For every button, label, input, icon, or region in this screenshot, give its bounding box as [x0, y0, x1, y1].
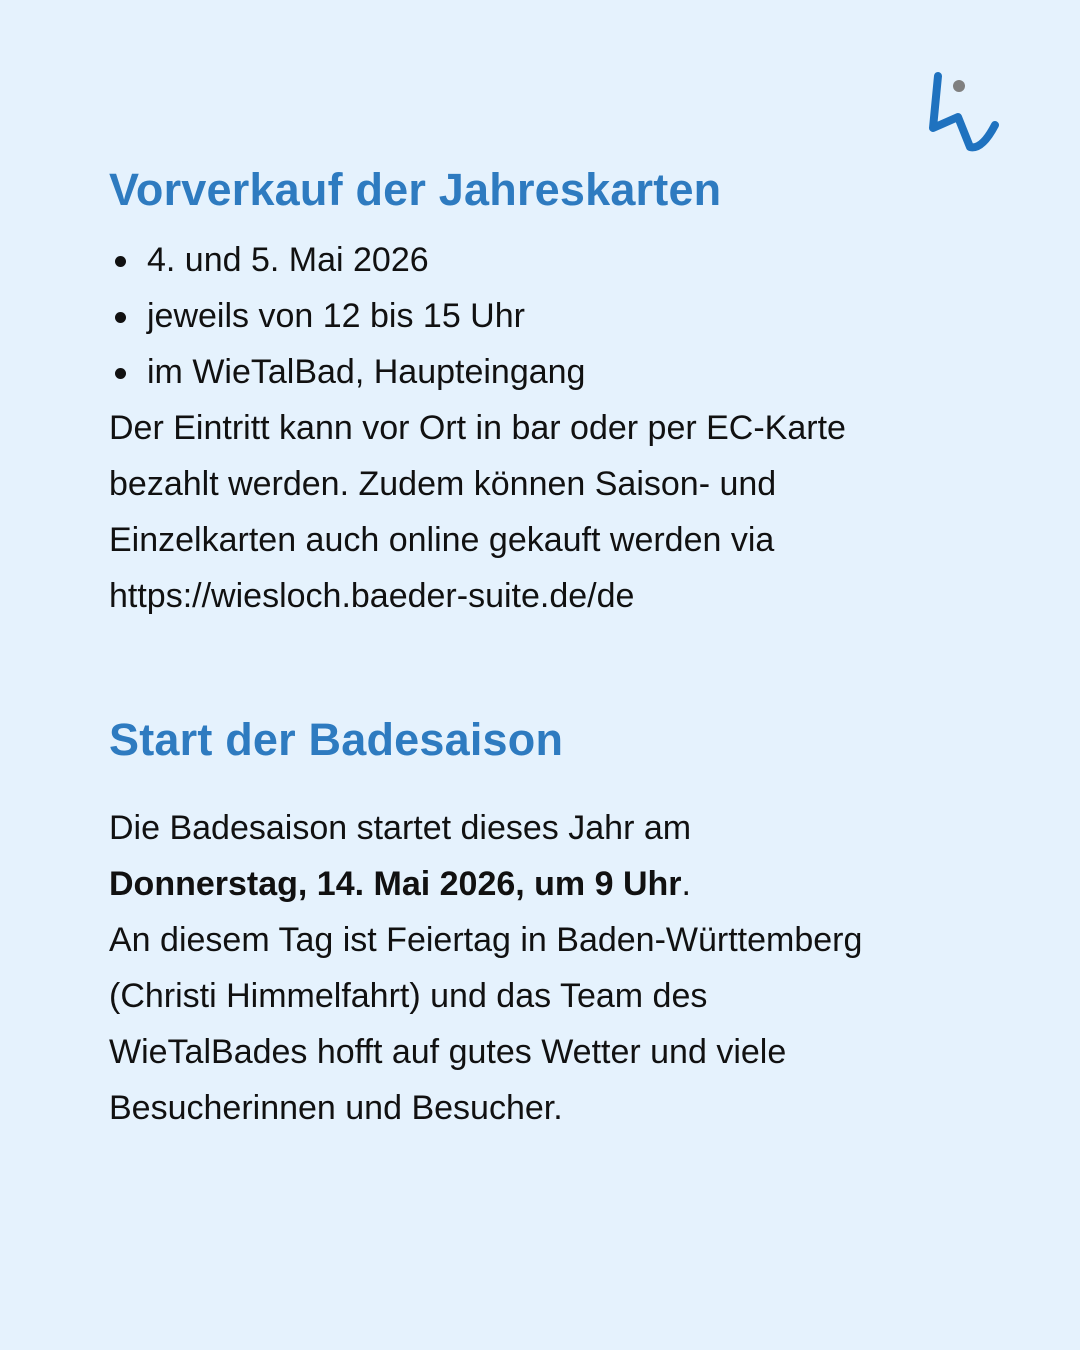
section-title-season: Start der Badesaison [109, 714, 564, 765]
list-item: jeweils von 12 bis 15 Uhr [147, 288, 1009, 344]
list-item: im WieTalBad, Haupteingang [147, 344, 1009, 400]
date-line [109, 856, 1009, 912]
paragraph-line: (Christi Himmelfahrt) und das Team des [109, 977, 708, 1015]
season-start-date: Donnerstag, 14. Mai 2026, um 9 Uhr [109, 865, 682, 903]
paragraph-line: WieTalBades hofft auf gutes Wetter und viele [109, 1033, 787, 1071]
section-season-start [109, 710, 1009, 1136]
paragraph-line: Der Eintritt kann vor Ort in bar oder per EC-Karte [109, 409, 846, 447]
paragraph-line: Einzelkarten auch online gekauft werden via [109, 521, 775, 559]
paragraph-line: Die Badesaison startet dieses Jahr am [109, 809, 692, 847]
presale-bullet-list [109, 232, 1009, 400]
section-presale [109, 160, 1009, 624]
period: . [681, 865, 691, 903]
section-title-presale: Vorverkauf der Jahreskarten [109, 164, 722, 215]
wietalbad-logo-icon [910, 60, 1020, 170]
shop-url: https://wiesloch.baeder-suite.de/de [109, 577, 635, 615]
list-item: 4. und 5. Mai 2026 [147, 232, 1009, 288]
paragraph [109, 912, 1009, 1136]
paragraph-line: An diesem Tag ist Feiertag in Baden-Württemberg [109, 921, 863, 959]
content [109, 160, 1009, 1136]
paragraph-line: Besucherinnen und Besucher. [109, 1089, 563, 1127]
paragraph-line: bezahlt werden. Zudem können Saison- und [109, 465, 777, 503]
